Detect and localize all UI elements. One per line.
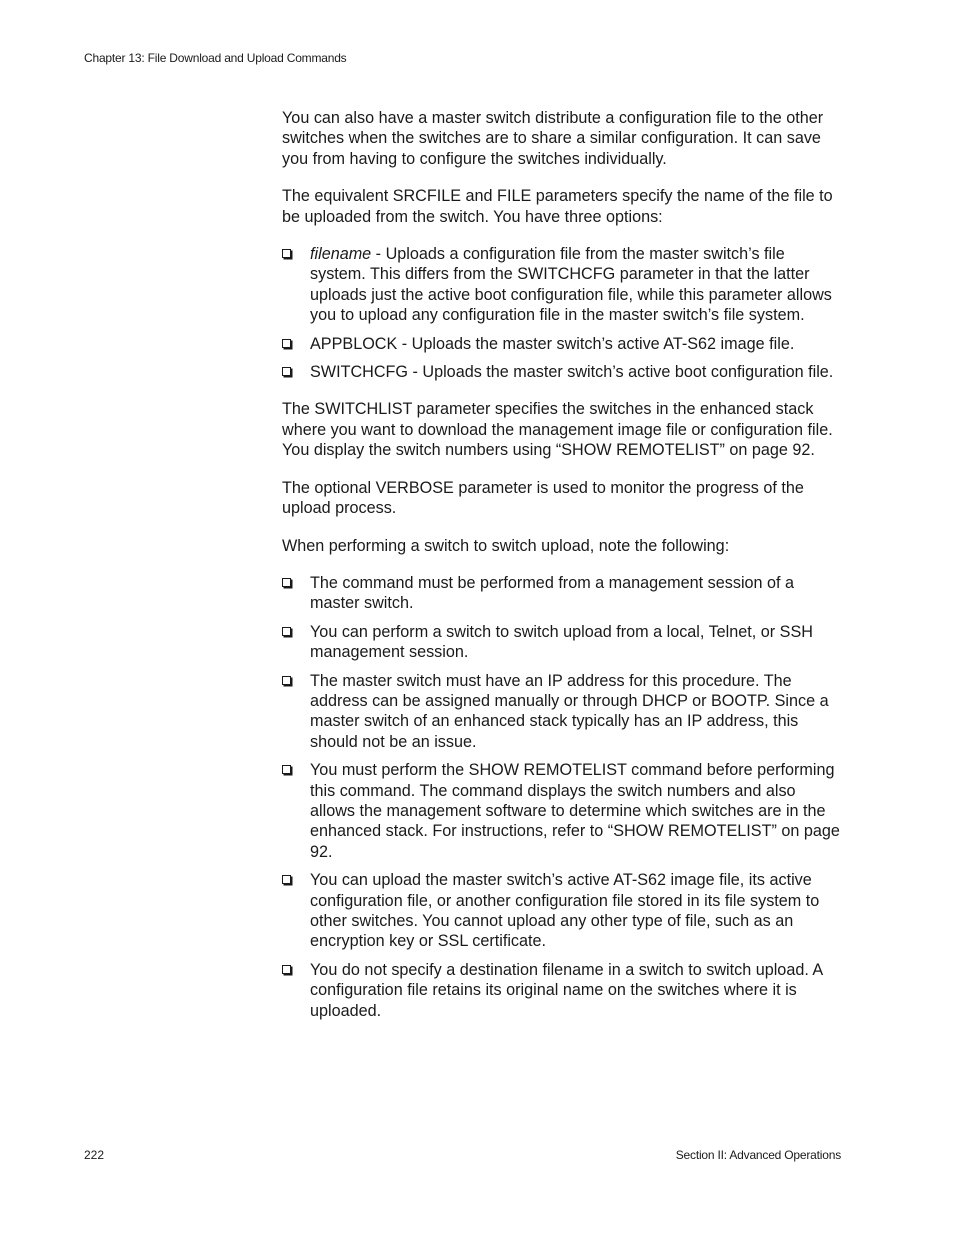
- checkbox-bullet-icon: [282, 627, 291, 636]
- list-item: [282, 671, 842, 753]
- list-item: [282, 334, 842, 354]
- option-term: filename: [310, 245, 372, 264]
- note-text: The master switch must have an IP address for this procedure. The address can be assigned manually or through DHCP or BOOTP. Since a master switch of an enhanced stack typically has an IP address, this should not be an issue.: [310, 671, 829, 751]
- paragraph-verbose: The optional VERBOSE parameter is used to monitor the progress of the upload process.: [282, 478, 804, 518]
- list-item: [282, 244, 842, 326]
- options-list: [282, 244, 842, 382]
- checkbox-bullet-icon: [282, 367, 291, 376]
- notes-list: [282, 573, 842, 1021]
- running-header: Chapter 13: File Download and Upload Commands: [84, 51, 347, 65]
- note-text: You can perform a switch to switch upload from a local, Telnet, or SSH management session.: [310, 622, 813, 662]
- option-description: APPBLOCK - Uploads the master switch’s active AT-S62 image file.: [310, 334, 795, 353]
- list-item: [282, 960, 842, 1021]
- list-item: [282, 573, 842, 614]
- section-footer: Section II: Advanced Operations: [675, 1148, 841, 1162]
- body-text: [282, 108, 842, 1038]
- checkbox-bullet-icon: [282, 249, 291, 258]
- paragraph-master-distribute: You can also have a master switch distribute a configuration file to the other switches when the switches are to share a similar configuration. It can save you from having to configure the switches individually.: [282, 109, 824, 168]
- page-number: 222: [84, 1148, 105, 1162]
- note-text: The command must be performed from a management session of a master switch.: [310, 573, 795, 613]
- list-item: [282, 362, 842, 382]
- paragraph-srcfile-parameters: The equivalent SRCFILE and FILE parameters specify the name of the file to be uploaded from the switch. You have three options:: [282, 187, 833, 226]
- paragraph-notes-intro: When performing a switch to switch upload, note the following:: [282, 536, 730, 555]
- checkbox-bullet-icon: [282, 875, 291, 884]
- list-item: [282, 622, 842, 663]
- note-text: You can upload the master switch’s active AT-S62 image file, its active configuration file, or another configuration file stored in its file system to other switches. You cannot upload any other type of file, such as an encryption key or SSL certificate.: [310, 871, 820, 951]
- note-text: You do not specify a destination filename in a switch to switch upload. A configuration file retains its original name on the switches where it is uploaded.: [310, 960, 823, 1020]
- checkbox-bullet-icon: [282, 339, 291, 348]
- note-text: You must perform the SHOW REMOTELIST command before performing this command. The command displays the switch numbers and also allows the management software to determine which switches are in the enhanced stack. For instructions, refer to “SHOW REMOTELIST” on page 92.: [310, 761, 840, 861]
- checkbox-bullet-icon: [282, 578, 291, 587]
- list-item: [282, 760, 842, 862]
- checkbox-bullet-icon: [282, 965, 291, 974]
- paragraph-switchlist: The SWITCHLIST parameter specifies the switches in the enhanced stack where you want to download the management image file or configuration file. You display the switch numbers using “SHOW REMOTELIST” on page 92.: [282, 400, 833, 460]
- checkbox-bullet-icon: [282, 765, 291, 774]
- option-description: - Uploads a configuration file from the master switch’s file system. This differs from the SWITCHCFG parameter in that the latter uploads just the active boot configuration file, while this parameter allows you to upload any configuration file in the master switch’s file system.: [310, 245, 832, 325]
- checkbox-bullet-icon: [282, 676, 291, 685]
- list-item: [282, 870, 842, 952]
- option-description: SWITCHCFG - Uploads the master switch’s active boot configuration file.: [310, 363, 834, 382]
